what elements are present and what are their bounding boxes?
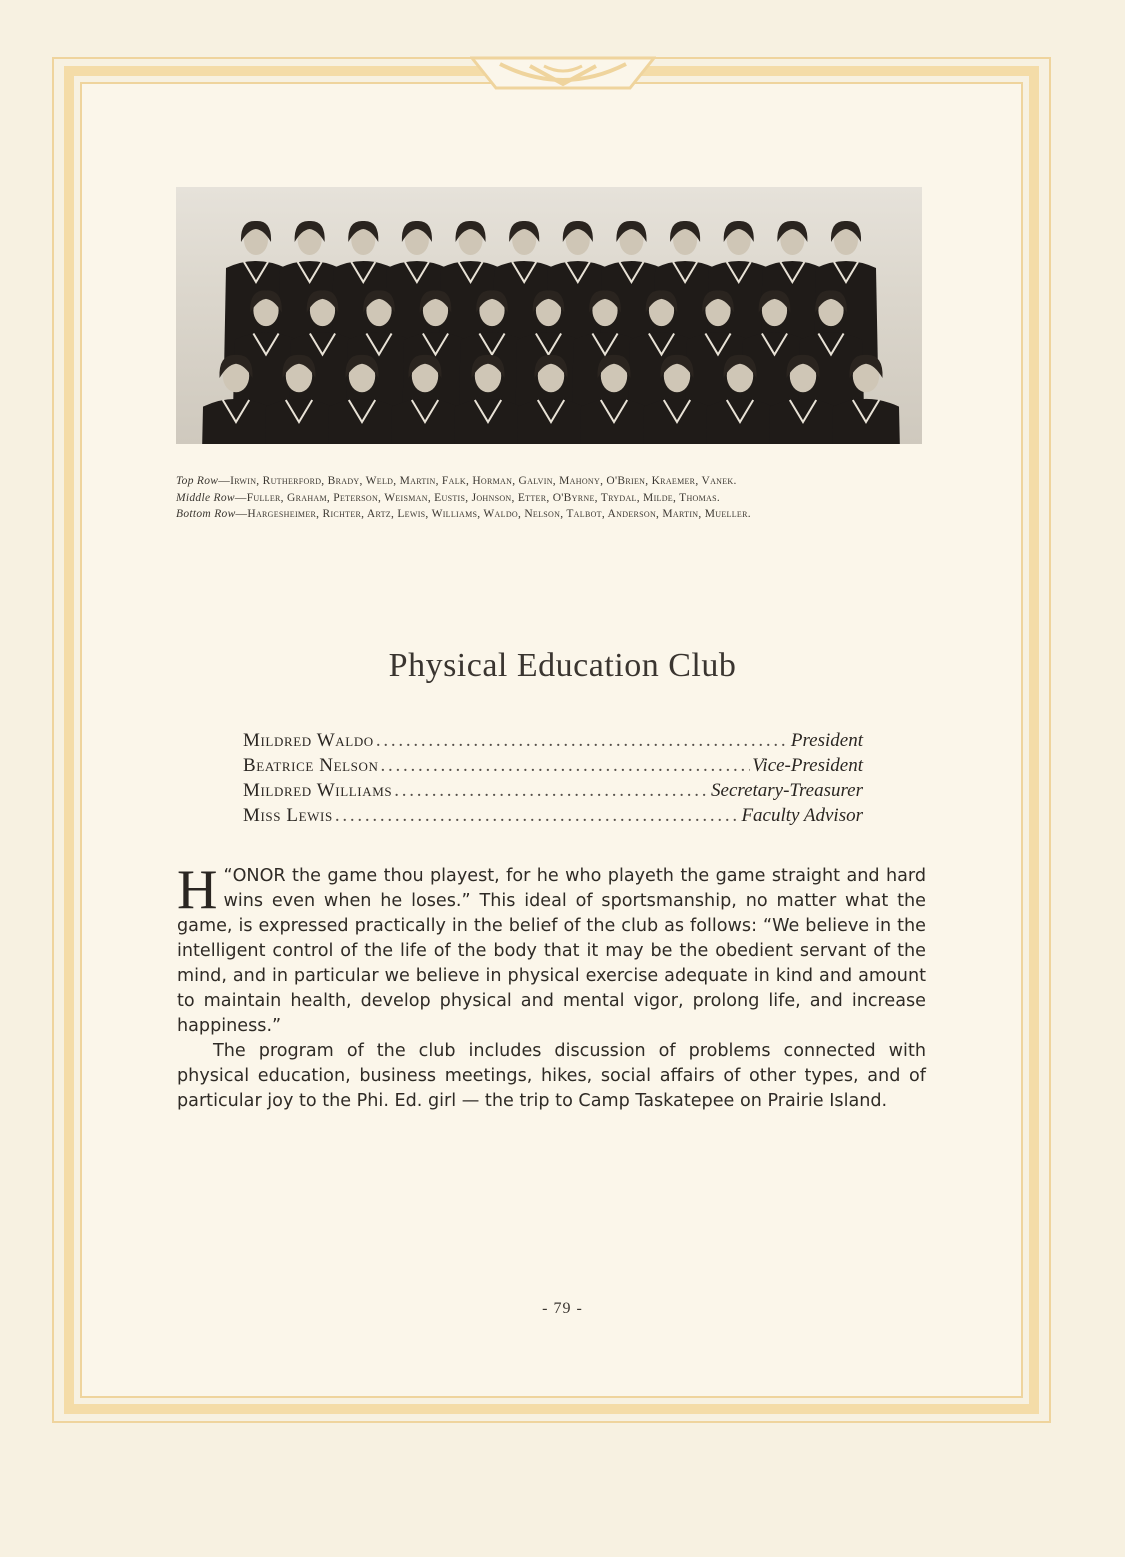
leader-dots	[376, 728, 789, 753]
header-ornament	[470, 44, 656, 96]
caption-bottom-row	[176, 506, 936, 523]
opening-quote: “	[223, 866, 233, 886]
officer-role: President	[790, 730, 863, 751]
caption-row-names: —Irwin, Rutherford, Brady, Weld, Martin, Falk, Horman, Galvin, Mahony, O'Brien, Kraemer, Vanek.	[218, 475, 737, 487]
page-number: - 79 -	[542, 1300, 583, 1317]
caption-row-label: Top Row	[176, 475, 219, 487]
caption-row-label: Bottom Row	[176, 508, 236, 520]
caption-top-row	[176, 473, 936, 490]
page-title: Physical Education Club	[388, 647, 737, 684]
caption-row-names: —Hargesheimer, Richter, Artz, Lewis, Williams, Waldo, Nelson, Talbot, Anderson, Martin, Mueller.	[235, 508, 751, 520]
officer-row	[243, 803, 863, 828]
paragraph-text: ONOR the game thou playest, for he who playeth the game straight and hard wins even when he loses.” This ideal of sportsmanship, no matter what the game, is expressed practically in the belief of the club as follows: “We believe in the intelligent control of the life of the body that it may be the obedient servant of the mind, and in particular we believe in physical exercise adequate in kind and amount to maintain health, develop physical and mental vigor, prolong life, and increase happiness.”	[177, 866, 926, 1036]
drop-cap: H	[177, 859, 218, 921]
caption-middle-row	[176, 490, 936, 507]
officer-role: Faculty Advisor	[741, 805, 863, 826]
photo-caption	[176, 473, 936, 523]
officer-name: Mildred Waldo	[243, 730, 374, 751]
caption-row-label: Middle Row	[176, 491, 235, 504]
officer-row	[243, 753, 863, 778]
officer-role: Vice-President	[752, 755, 863, 776]
caption-row-names: —Fuller, Graham, Peterson, Weisman, Eustis, Johnson, Etter, O'Byrne, Trydal, Milde, Thomas.	[234, 491, 721, 504]
officer-name: Beatrice Nelson	[243, 755, 379, 776]
officer-name: Mildred Williams	[243, 780, 393, 801]
officer-row	[243, 778, 863, 803]
group-photo-figures	[176, 187, 922, 444]
officer-role: Secretary-Treasurer	[711, 780, 863, 801]
officer-row	[243, 728, 863, 753]
officer-name: Miss Lewis	[243, 805, 333, 826]
leader-dots	[335, 803, 740, 828]
leader-dots	[394, 778, 709, 803]
leader-dots	[380, 753, 750, 778]
club-description	[177, 859, 926, 1114]
officer-list	[243, 728, 863, 828]
paragraph-motto	[177, 859, 926, 1039]
paragraph-program: The program of the club includes discussion of problems connected with physical education, business meetings, hikes, social affairs of other types, and of particular joy to the Phi. Ed. girl — the trip to Camp Taskatepee on Prairie Island.	[177, 1041, 926, 1111]
group-photo	[176, 187, 922, 444]
